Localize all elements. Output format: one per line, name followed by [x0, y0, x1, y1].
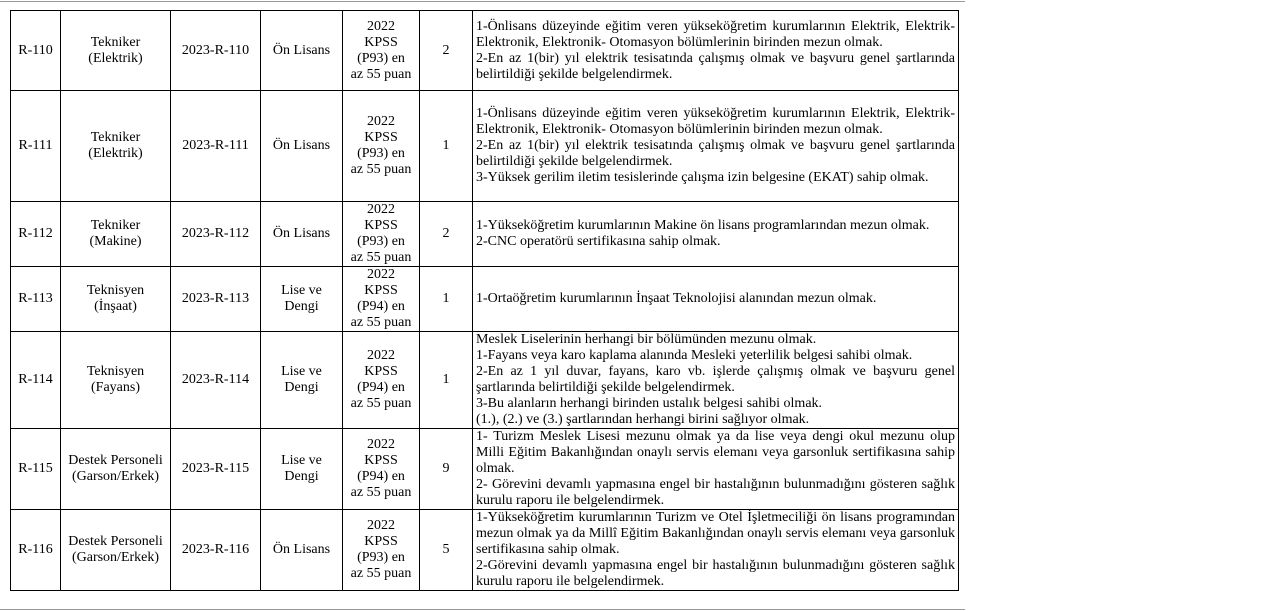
- kpss-line: az 55 puan: [350, 162, 412, 177]
- kpss-line: 2022: [367, 437, 395, 452]
- requirements-cell: [473, 332, 959, 429]
- requirement-item: 1-Yükseköğretim kurumlarının Makine ön lisans programlarından mezun olmak.: [476, 218, 930, 233]
- position-count: 1: [442, 372, 450, 387]
- count-cell: [420, 202, 473, 267]
- education-line: Ön Lisans: [272, 42, 331, 58]
- position-code-cell: [11, 510, 61, 591]
- kpss-line: az 55 puan: [350, 566, 412, 581]
- ilan-no: 2023-R-113: [181, 291, 250, 306]
- position-code-cell: [11, 429, 61, 510]
- kpss-line: (P93) en: [357, 146, 405, 161]
- kpss-line: (P93) en: [357, 50, 405, 66]
- requirement-item: 1- Turizm Meslek Lisesi mezunu olmak ya da lise veya dengi okul mezunu olup Milli Eğitim Bakanlığından onaylı servis elemanı veya garsonluk sertifikasına sahip olmak.: [476, 429, 955, 476]
- kpss-line: 2022: [367, 18, 395, 34]
- requirements-cell: [473, 510, 959, 591]
- position-count: 2: [442, 42, 450, 58]
- kpss-line: 2022: [367, 202, 395, 217]
- position-title-cell: [61, 267, 171, 332]
- kpss-line: KPSS: [364, 218, 398, 233]
- kpss-line: az 55 puan: [350, 396, 412, 411]
- kpss-line: (P93) en: [357, 550, 405, 565]
- requirements-cell: [473, 267, 959, 332]
- table-row: [11, 202, 959, 267]
- position-title-line: (Fayans): [91, 380, 140, 395]
- position-title-line: Tekniker: [90, 130, 141, 145]
- requirements-cell: [473, 429, 959, 510]
- ilan-no: 2023-R-112: [181, 226, 250, 241]
- position-code: R-116: [18, 542, 53, 557]
- kpss-line: 2022: [367, 267, 395, 282]
- kpss-cell: [343, 332, 420, 429]
- kpss-line: 2022: [367, 518, 395, 533]
- table-row: [11, 510, 959, 591]
- position-title-line: Teknisyen: [86, 364, 145, 379]
- position-code-cell: [11, 267, 61, 332]
- kpss-cell: [343, 202, 420, 267]
- ilan-no-cell: [171, 202, 261, 267]
- requirement-item: 2-En az 1 yıl duvar, fayans, karo vb. işlerde çalışmış olmak ve başvuru genel şartlarında belirtildiği şekilde belgelendirmek.: [476, 364, 955, 395]
- kpss-cell: [343, 267, 420, 332]
- requirement-item: 1-Önlisans düzeyinde eğitim veren yükseköğretim kurumlarının Elektrik, Elektrik-Elektronik, Elektronik- Otomasyon bölümlerinin birinden mezun olmak.: [476, 18, 955, 50]
- position-code: R-112: [18, 226, 53, 241]
- position-title-cell: [61, 202, 171, 267]
- ilan-no: 2023-R-115: [181, 461, 250, 476]
- table-row: [11, 332, 959, 429]
- ilan-no-cell: [171, 429, 261, 510]
- position-title-cell: [61, 332, 171, 429]
- kpss-cell: [343, 510, 420, 591]
- table-row: [11, 91, 959, 202]
- position-code: R-113: [18, 291, 53, 306]
- education-line: Ön Lisans: [272, 138, 331, 153]
- count-cell: [420, 332, 473, 429]
- education-line: Dengi: [284, 380, 319, 395]
- education-cell: [261, 510, 343, 591]
- requirement-item: 2-CNC operatörü sertifikasına sahip olmak.: [476, 234, 721, 249]
- kpss-line: KPSS: [364, 534, 398, 549]
- education-line: Dengi: [284, 299, 319, 314]
- requirements-cell: [473, 202, 959, 267]
- education-cell: [261, 267, 343, 332]
- position-table: [10, 10, 959, 591]
- table-row: [11, 267, 959, 332]
- requirement-item: 1-Ortaöğretim kurumlarının İnşaat Teknolojisi alanından mezun olmak.: [476, 291, 877, 306]
- ilan-no: 2023-R-111: [182, 138, 249, 153]
- count-cell: [420, 11, 473, 91]
- education-line: Lise ve: [281, 283, 322, 298]
- position-title-cell: [61, 91, 171, 202]
- kpss-line: (P94) en: [357, 299, 405, 314]
- ilan-no: 2023-R-114: [181, 372, 250, 387]
- education-cell: [261, 11, 343, 91]
- requirement-item: 3-Bu alanların herhangi birinden ustalık belgesi sahibi olmak.: [476, 396, 823, 411]
- ilan-no-cell: [171, 267, 261, 332]
- kpss-cell: [343, 91, 420, 202]
- position-code-cell: [11, 202, 61, 267]
- position-title-line: (Garson/Erkek): [71, 469, 160, 484]
- requirement-item: 2- Görevini devamlı yapmasına engel bir hastalığının bulunmadığını gösteren sağlık kurulu raporu ile belgelendirmek.: [476, 477, 955, 508]
- requirements-cell: [473, 91, 959, 202]
- education-line: Dengi: [284, 469, 319, 484]
- position-count: 2: [442, 226, 450, 241]
- table-row: [11, 429, 959, 510]
- position-code: R-111: [18, 138, 53, 153]
- position-count: 5: [442, 542, 450, 557]
- education-line: Ön Lisans: [272, 542, 331, 557]
- education-cell: [261, 429, 343, 510]
- position-count: 1: [442, 138, 450, 153]
- requirement-item: Meslek Liselerinin herhangi bir bölümünden mezunu olmak.: [476, 332, 817, 347]
- position-title-line: Destek Personeli: [68, 534, 163, 549]
- count-cell: [420, 510, 473, 591]
- ilan-no-cell: [171, 510, 261, 591]
- count-cell: [420, 91, 473, 202]
- education-line: Ön Lisans: [272, 226, 331, 241]
- ilan-no: 2023-R-116: [181, 542, 250, 557]
- education-cell: [261, 91, 343, 202]
- position-title-line: Tekniker: [90, 34, 141, 50]
- position-title-line: (Elektrik): [88, 146, 143, 161]
- table-row: [11, 11, 959, 91]
- position-code-cell: [11, 11, 61, 91]
- position-title-line: Teknisyen: [86, 283, 145, 298]
- ilan-no: 2023-R-110: [181, 42, 250, 58]
- kpss-line: KPSS: [364, 283, 398, 298]
- count-cell: [420, 267, 473, 332]
- kpss-line: (P93) en: [357, 234, 405, 249]
- kpss-line: az 55 puan: [350, 485, 412, 500]
- kpss-cell: [343, 11, 420, 91]
- kpss-line: az 55 puan: [350, 250, 412, 265]
- position-code: R-115: [18, 461, 53, 476]
- kpss-line: KPSS: [364, 364, 398, 379]
- bottom-rule: [0, 609, 965, 610]
- position-count: 9: [442, 461, 450, 476]
- position-code: R-114: [18, 372, 53, 387]
- education-line: Lise ve: [281, 453, 322, 468]
- requirement-item: 2-Görevini devamlı yapmasına engel bir hastalığının bulunmadığını gösteren sağlık kurulu raporu ile belgelendirmek.: [476, 558, 955, 589]
- requirement-item: (1.), (2.) ve (3.) şartlarından herhangi birini sağlıyor olmak.: [476, 412, 810, 427]
- ilan-no-cell: [171, 332, 261, 429]
- education-cell: [261, 202, 343, 267]
- table-body: [11, 11, 959, 591]
- ilan-no-cell: [171, 91, 261, 202]
- requirement-item: 1-Önlisans düzeyinde eğitim veren yükseköğretim kurumlarının Elektrik, Elektrik-Elektronik, Elektronik- Otomasyon bölümlerinin birinden mezun olmak.: [476, 106, 955, 137]
- requirements-cell: [473, 11, 959, 91]
- requirement-item: 3-Yüksek gerilim iletim tesislerinde çalışma izin belgesine (EKAT) sahip olmak.: [476, 170, 929, 185]
- kpss-line: 2022: [367, 114, 395, 129]
- requirement-item: 1-Fayans veya karo kaplama alanında Mesleki yeterlilik belgesi sahibi olmak.: [476, 348, 913, 363]
- education-cell: [261, 332, 343, 429]
- education-line: Lise ve: [281, 364, 322, 379]
- requirement-item: 1-Yükseköğretim kurumlarının Turizm ve Otel İşletmeciliği ön lisans programından mezun olmak ya da Millî Eğitim Bakanlığından onaylı servis elemanı veya garsonluk sertifikasına sahip olmak.: [476, 510, 955, 557]
- position-code: R-110: [18, 42, 53, 58]
- kpss-line: (P94) en: [357, 380, 405, 395]
- kpss-line: az 55 puan: [350, 66, 412, 82]
- top-rule: [0, 1, 965, 2]
- kpss-cell: [343, 429, 420, 510]
- position-title-line: Tekniker: [90, 218, 141, 233]
- position-title-cell: [61, 11, 171, 91]
- requirement-item: 2-En az 1(bir) yıl elektrik tesisatında çalışmış olmak ve başvuru genel şartlarında belirtildiği şekilde belgelendirmek.: [476, 138, 955, 169]
- kpss-line: az 55 puan: [350, 315, 412, 330]
- kpss-line: KPSS: [364, 130, 398, 145]
- position-title-cell: [61, 510, 171, 591]
- position-title-cell: [61, 429, 171, 510]
- kpss-line: KPSS: [364, 34, 398, 50]
- position-count: 1: [442, 291, 450, 306]
- position-title-line: Destek Personeli: [68, 453, 163, 468]
- position-title-line: (Garson/Erkek): [71, 550, 160, 565]
- kpss-line: 2022: [367, 348, 395, 363]
- kpss-line: KPSS: [364, 453, 398, 468]
- kpss-line: (P94) en: [357, 469, 405, 484]
- position-title-line: (Elektrik): [88, 50, 143, 66]
- requirement-item: 2-En az 1(bir) yıl elektrik tesisatında çalışmış olmak ve başvuru genel şartlarında belirtildiği şekilde belgelendirmek.: [476, 50, 955, 82]
- ilan-no-cell: [171, 11, 261, 91]
- position-title-line: (Makine): [89, 234, 142, 249]
- position-title-line: (İnşaat): [94, 299, 137, 314]
- count-cell: [420, 429, 473, 510]
- position-code-cell: [11, 91, 61, 202]
- position-code-cell: [11, 332, 61, 429]
